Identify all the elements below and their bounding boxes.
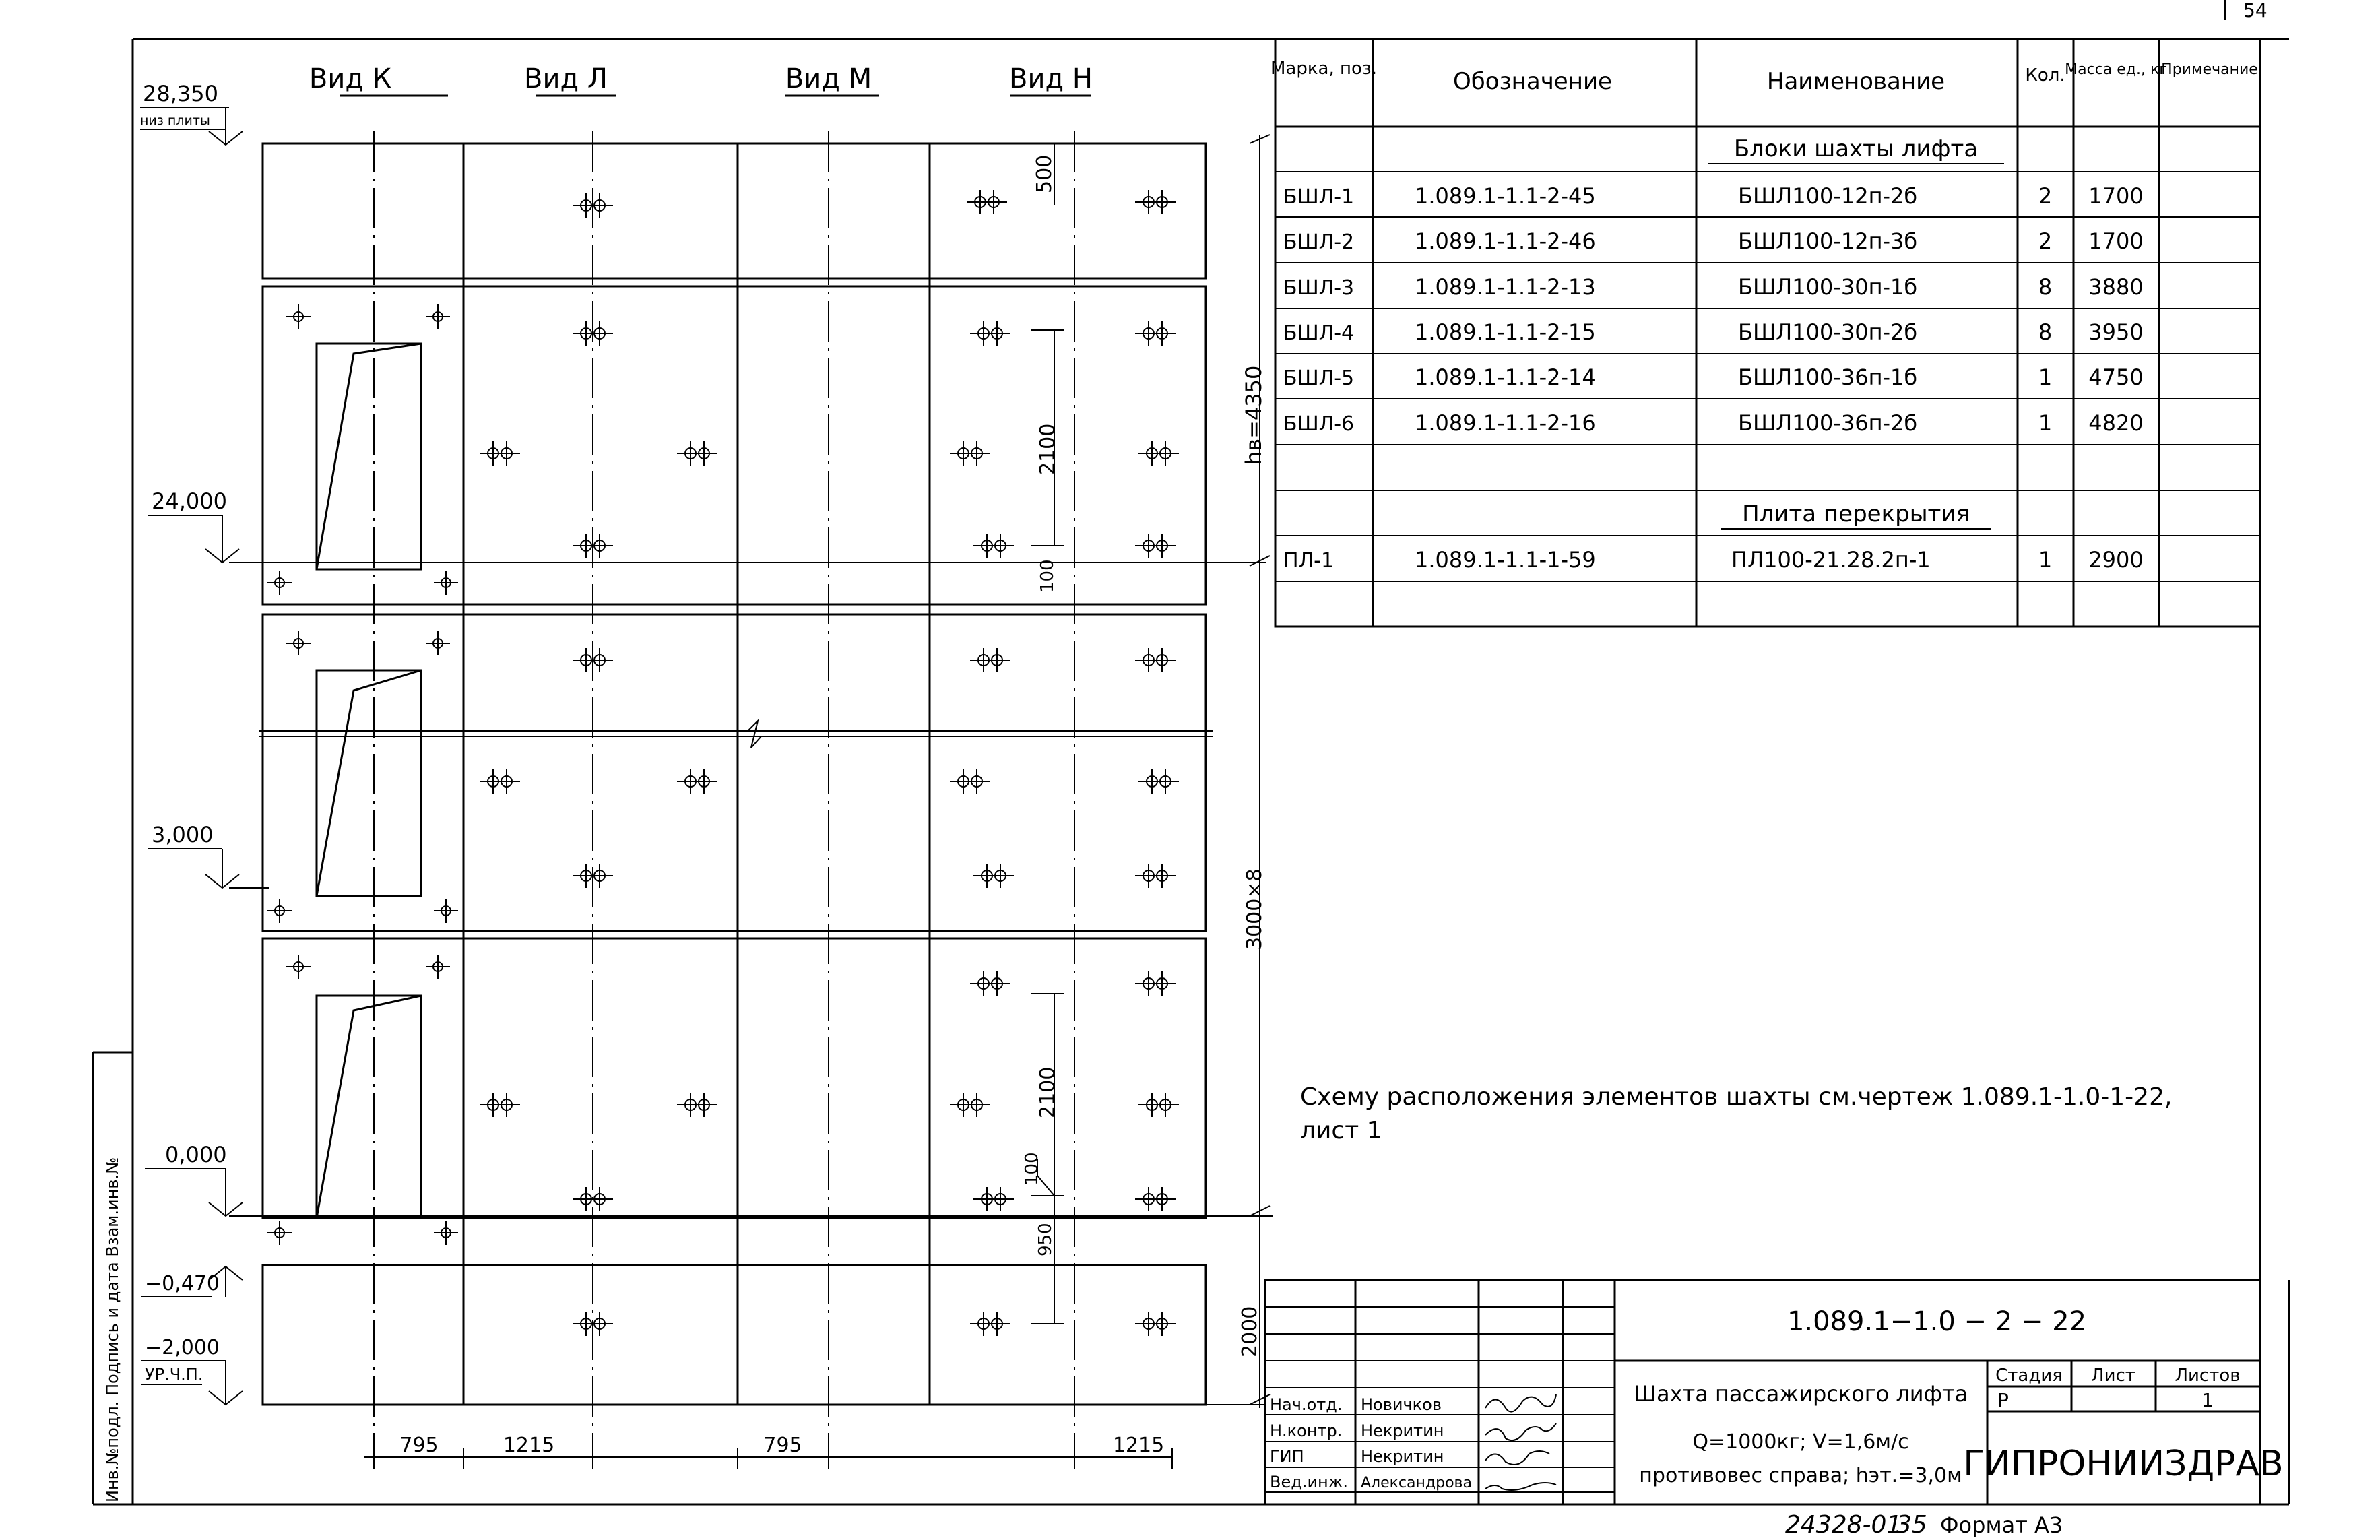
document-code: 1.089.1−1.0 − 2 − 22 [1787, 1306, 2087, 1337]
row-qty: 1 [2038, 410, 2053, 436]
dim-hb-4350: hв=4350 [1241, 365, 1266, 465]
level-24000: 24,000 [152, 488, 227, 514]
level-marks [140, 81, 243, 1405]
dim-795-left: 795 [399, 1434, 439, 1457]
role-chief-engineer: ГИП [1270, 1447, 1304, 1466]
row-qty: 2 [2038, 183, 2053, 209]
view-l-label: Вид Л [524, 63, 608, 94]
row-mark: БШЛ-6 [1283, 412, 1355, 436]
row-qty: 8 [2038, 274, 2053, 300]
level-3000: 3,000 [152, 822, 214, 847]
row-qty: 2 [2038, 228, 2053, 254]
col-header-designation: Обозначение [1453, 68, 1612, 95]
row-mass: 4750 [2088, 364, 2144, 390]
row-mark: БШЛ-4 [1283, 321, 1355, 345]
sheet-frame [93, 0, 2289, 1504]
view-m-label: Вид М [785, 63, 872, 94]
format-label: Формат А3 [1940, 1512, 2063, 1538]
row-name: БШЛ100-12п-2б [1738, 183, 1918, 209]
level-28350: 28,350 [143, 81, 218, 106]
row-qty: 8 [2038, 319, 2053, 345]
col-header-mark [1271, 59, 1377, 79]
col-header-name: Наименование [1766, 68, 1945, 95]
name-chief-engineer: Некритин [1361, 1447, 1444, 1466]
row-designation: 1.089.1-1.1-2-14 [1415, 364, 1596, 390]
row-mark: БШЛ-5 [1283, 366, 1355, 390]
title-block [1265, 1280, 2284, 1504]
dim-795-right: 795 [763, 1434, 802, 1457]
row-mark: ПЛ-1 [1283, 549, 1334, 573]
row-designation: 1.089.1-1.1-2-13 [1415, 274, 1596, 300]
spec-row [1283, 410, 2144, 436]
dim-100-lower: 100 [1022, 1152, 1042, 1186]
dim-2100-lower: 2100 [1036, 1066, 1060, 1118]
row-mass: 1700 [2088, 183, 2144, 209]
level-0000: 0,000 [165, 1142, 227, 1167]
section-title-slab: Плита перекрытия [1742, 501, 1970, 527]
pit-note: УР.Ч.П. [145, 1365, 203, 1384]
col-header-mark-text: Марка, поз. [1270, 59, 1378, 79]
stage-value: Р [1997, 1389, 2009, 1411]
row-designation: 1.089.1-1.1-2-16 [1415, 410, 1596, 436]
row-designation: 1.089.1-1.1-1-59 [1415, 547, 1596, 573]
view-headers [309, 63, 1093, 96]
row-mark: БШЛ-1 [1283, 185, 1355, 209]
document-title: Шахта пассажирского лифта [1633, 1381, 1968, 1407]
document-counterweight: противовес справа; hэт.=3,0м [1639, 1464, 1962, 1487]
col-header-mass: Масса ед., кг [2065, 61, 2167, 78]
row-name: БШЛ100-36п-1б [1738, 364, 1918, 390]
stage-label: Стадия [1995, 1366, 2063, 1386]
sheet-label: Лист [2091, 1366, 2135, 1386]
row-name: БШЛ100-12п-3б [1738, 228, 1918, 254]
role-norm-control: Н.контр. [1270, 1421, 1343, 1440]
section-title-blocks: Блоки шахты лифта [1733, 135, 1979, 162]
sheets-value: 1 [2201, 1389, 2214, 1411]
spec-row [1283, 364, 2144, 390]
dim-100-upper: 100 [1037, 559, 1058, 593]
row-mark: БШЛ-3 [1283, 276, 1355, 300]
col-header-note: Примечание [2161, 61, 2258, 78]
document-parameters: Q=1000кг; V=1,6м/с [1692, 1430, 1909, 1454]
page-corner-number: 54 [2243, 0, 2268, 22]
row-designation: 1.089.1-1.1-2-46 [1415, 228, 1596, 254]
row-name: БШЛ100-30п-1б [1738, 274, 1918, 300]
view-n-label: Вид Н [1009, 63, 1093, 94]
spec-row [1283, 274, 2144, 300]
view-k-label: Вид К [309, 63, 392, 94]
row-mark: БШЛ-2 [1283, 230, 1355, 254]
dim-1215-left: 1215 [503, 1434, 555, 1457]
row-mass: 1700 [2088, 228, 2144, 254]
dim-3000x8: 3000×8 [1243, 868, 1266, 950]
page-number: 35 [1896, 1511, 1927, 1539]
row-mass: 4820 [2088, 410, 2144, 436]
dim-1215-right: 1215 [1112, 1434, 1165, 1457]
level-top-note: низ плиты [140, 113, 210, 128]
note-line-2: лист 1 [1300, 1117, 1382, 1145]
sheets-label: Листов [2175, 1366, 2241, 1386]
dim-2000: 2000 [1238, 1306, 1262, 1357]
row-qty: 1 [2038, 364, 2053, 390]
door-openings [317, 344, 421, 1218]
note-line-1: Схему расположения элементов шахты см.чертеж 1.089.1-1.0-1-22, [1300, 1083, 2173, 1111]
spec-table [1271, 39, 2260, 627]
row-name: БШЛ100-30п-2б [1738, 319, 1918, 345]
col-header-qty: Кол. [2025, 65, 2065, 86]
mounting-details [267, 190, 1179, 1336]
row-mass: 3880 [2088, 274, 2144, 300]
level-minus-0470: −0,470 [145, 1272, 220, 1295]
dim-950: 950 [1035, 1223, 1056, 1256]
row-designation: 1.089.1-1.1-2-45 [1415, 183, 1596, 209]
footer [1785, 1511, 2063, 1539]
level-minus-2000: −2,000 [145, 1336, 220, 1359]
spec-row [1283, 228, 2144, 254]
shaft-elevation [229, 143, 1273, 1405]
role-head-dept: Нач.отд. [1270, 1395, 1343, 1414]
dim-500: 500 [1033, 154, 1056, 193]
side-stamp: Инв.№подл. Подпись и дата Взам.инв.№ [103, 1157, 122, 1502]
dimensions [364, 135, 1270, 1469]
inventory-number: 24328-01 [1785, 1511, 1902, 1539]
row-mass: 2900 [2088, 547, 2144, 573]
spec-row [1283, 547, 2144, 573]
dim-2100-upper: 2100 [1036, 423, 1060, 475]
row-designation: 1.089.1-1.1-2-15 [1415, 319, 1596, 345]
organization-name: ГИПРОНИИЗДРАВ [1963, 1444, 2284, 1484]
name-head-dept: Новичков [1361, 1395, 1442, 1414]
row-qty: 1 [2038, 547, 2053, 573]
role-lead-engineer: Вед.инж. [1270, 1473, 1348, 1491]
row-mass: 3950 [2088, 319, 2144, 345]
spec-row [1283, 319, 2144, 345]
row-name: ПЛ100-21.28.2п-1 [1731, 547, 1931, 573]
row-name: БШЛ100-36п-2б [1738, 410, 1918, 436]
name-lead-engineer: Александрова [1361, 1475, 1472, 1491]
name-norm-control: Некритин [1361, 1421, 1444, 1440]
spec-row [1283, 183, 2144, 209]
